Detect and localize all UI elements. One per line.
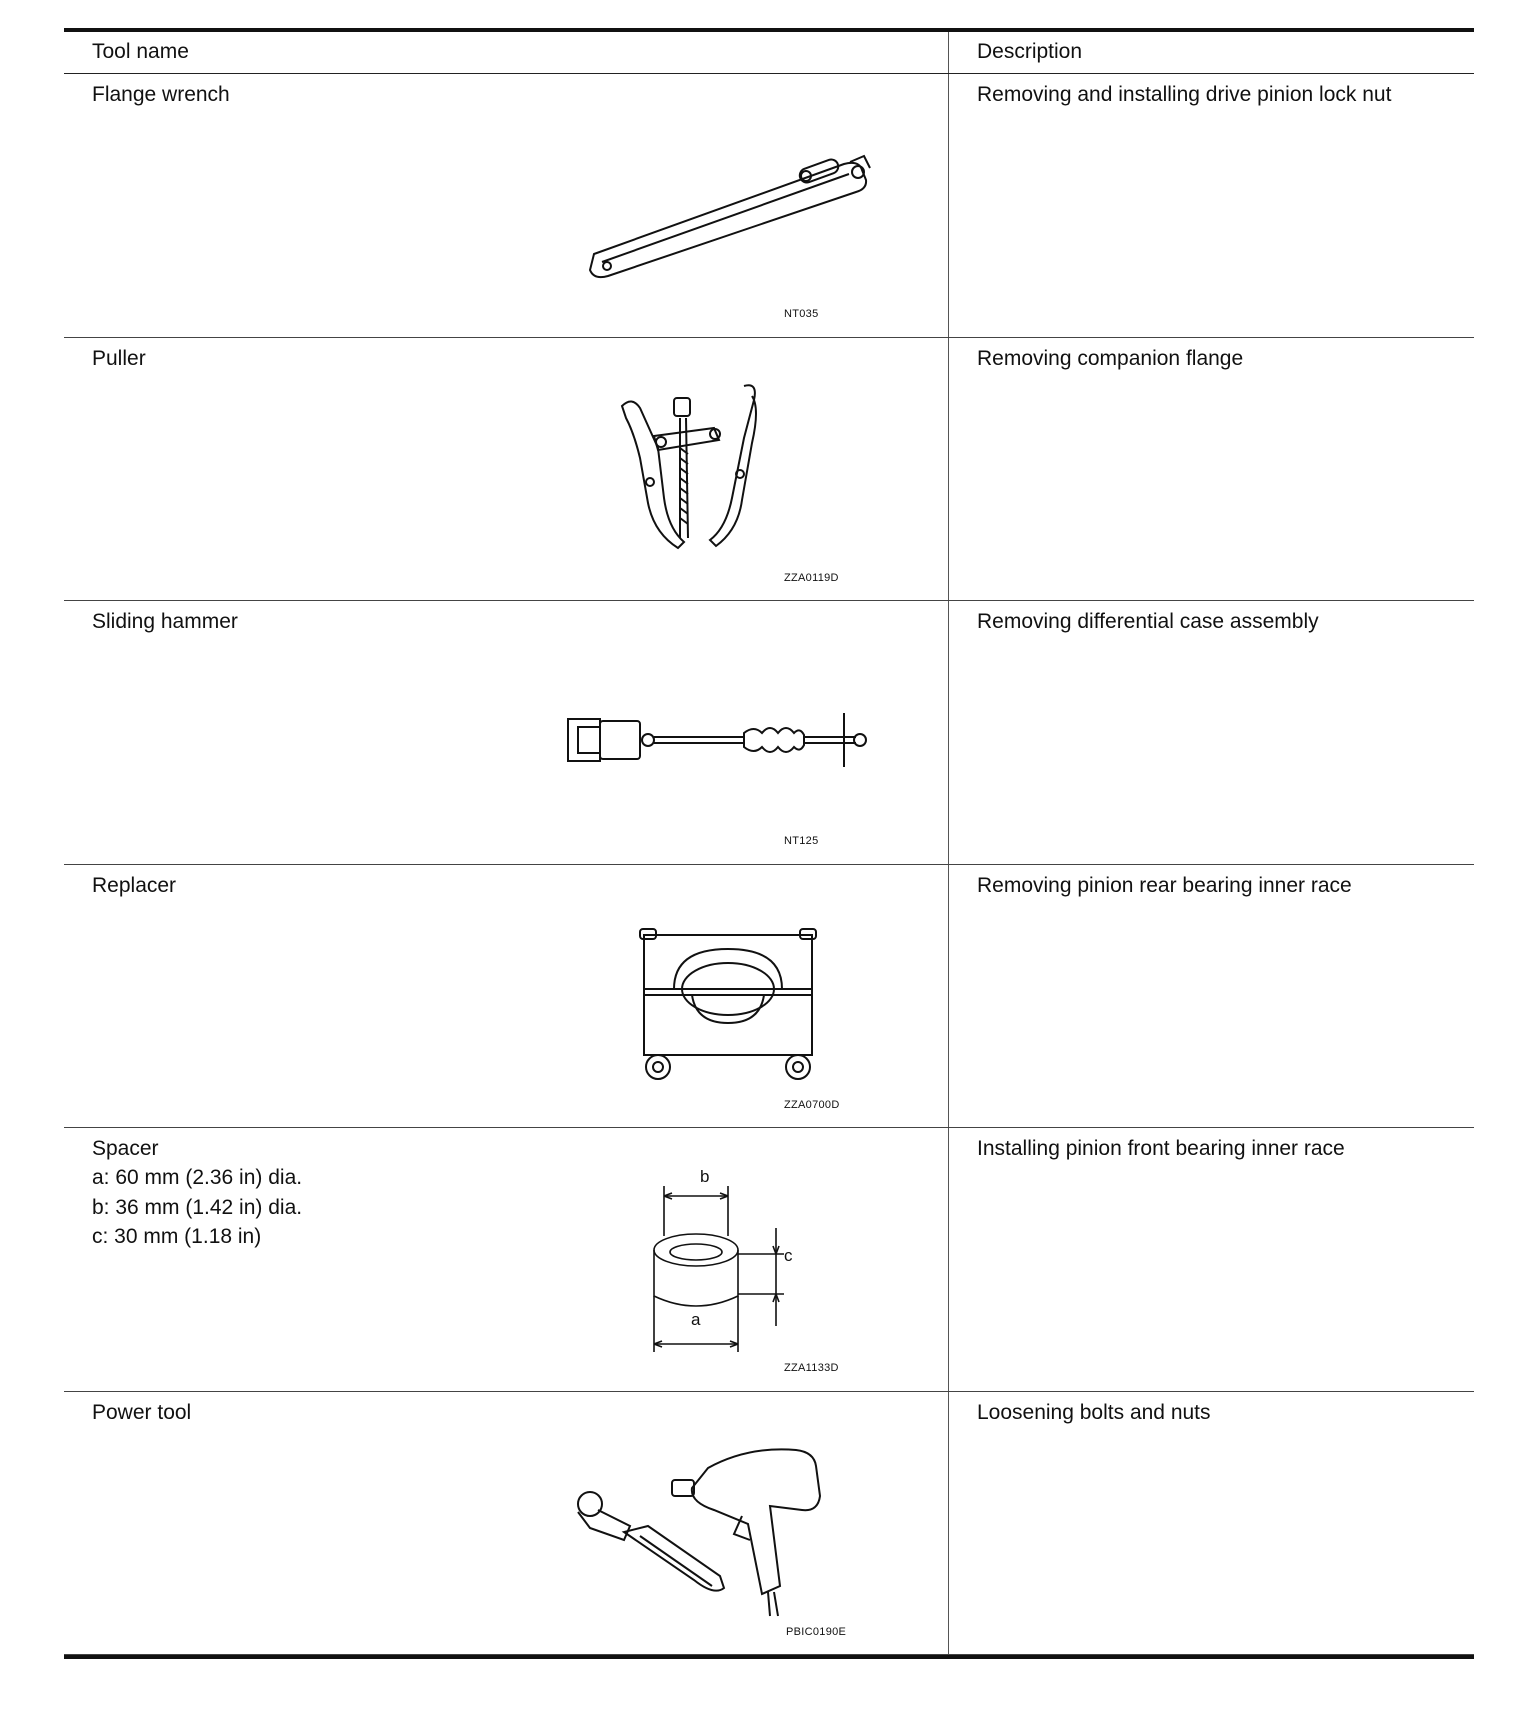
tool-description: Loosening bolts and nuts bbox=[977, 1400, 1211, 1424]
tool-cell bbox=[64, 1392, 949, 1655]
tool-cell bbox=[64, 601, 949, 864]
sliding-hammer-illustration bbox=[564, 711, 874, 771]
tool-description: Removing companion flange bbox=[977, 346, 1244, 370]
figure-code: ZZA1133D bbox=[784, 1362, 839, 1374]
puller-illustration bbox=[614, 378, 774, 558]
tool-name: Replacer bbox=[92, 873, 177, 897]
power-tool-illustration bbox=[564, 1436, 864, 1636]
table-row bbox=[64, 865, 1474, 1129]
tool-name: Spacer bbox=[92, 1137, 159, 1160]
tool-cell bbox=[64, 338, 949, 601]
tool-cell bbox=[64, 865, 949, 1128]
table-row bbox=[64, 1128, 1474, 1392]
special-tools-table bbox=[64, 28, 1474, 1659]
tool-description: Removing pinion rear bearing inner race bbox=[977, 873, 1352, 897]
table-row bbox=[64, 1392, 1474, 1656]
tool-name: Power tool bbox=[92, 1400, 192, 1424]
spacer-dimension-c: c: 30 mm (1.18 in) bbox=[92, 1224, 262, 1248]
figure-code: NT125 bbox=[784, 835, 819, 847]
spacer-illustration bbox=[644, 1166, 794, 1366]
figure-code: ZZA0700D bbox=[784, 1098, 840, 1111]
dimension-label-c: c bbox=[784, 1246, 793, 1265]
figure-code: ZZA0119D bbox=[784, 571, 839, 584]
dimension-label-a: a bbox=[691, 1310, 701, 1329]
header-tool-name: Tool name bbox=[64, 32, 949, 73]
spacer-dimension-a: a: 60 mm (2.36 in) dia. bbox=[92, 1166, 303, 1190]
tool-description: Installing pinion front bearing inner race bbox=[977, 1137, 1345, 1160]
header-description: Description bbox=[977, 40, 1083, 63]
spacer-dimension-b: b: 36 mm (1.42 in) dia. bbox=[92, 1195, 303, 1219]
table-row bbox=[64, 338, 1474, 602]
replacer-illustration bbox=[634, 927, 824, 1087]
tool-description: Removing and installing drive pinion lock nut bbox=[977, 83, 1392, 106]
table-row bbox=[64, 74, 1474, 338]
figure-code: NT035 bbox=[784, 308, 819, 320]
tool-name: Puller bbox=[92, 346, 146, 370]
tool-name: Sliding hammer bbox=[92, 610, 238, 633]
table-header-row bbox=[64, 32, 1474, 74]
tool-cell bbox=[64, 1128, 949, 1391]
figure-code: PBIC0190E bbox=[786, 1625, 847, 1638]
table-bottom-rule bbox=[64, 1655, 1474, 1659]
table-row bbox=[64, 601, 1474, 865]
tool-cell bbox=[64, 74, 949, 337]
dimension-label-b: b bbox=[700, 1167, 710, 1186]
tool-name: Flange wrench bbox=[92, 83, 230, 106]
tool-description: Removing differential case assembly bbox=[977, 610, 1319, 633]
flange-wrench-illustration bbox=[574, 134, 904, 284]
